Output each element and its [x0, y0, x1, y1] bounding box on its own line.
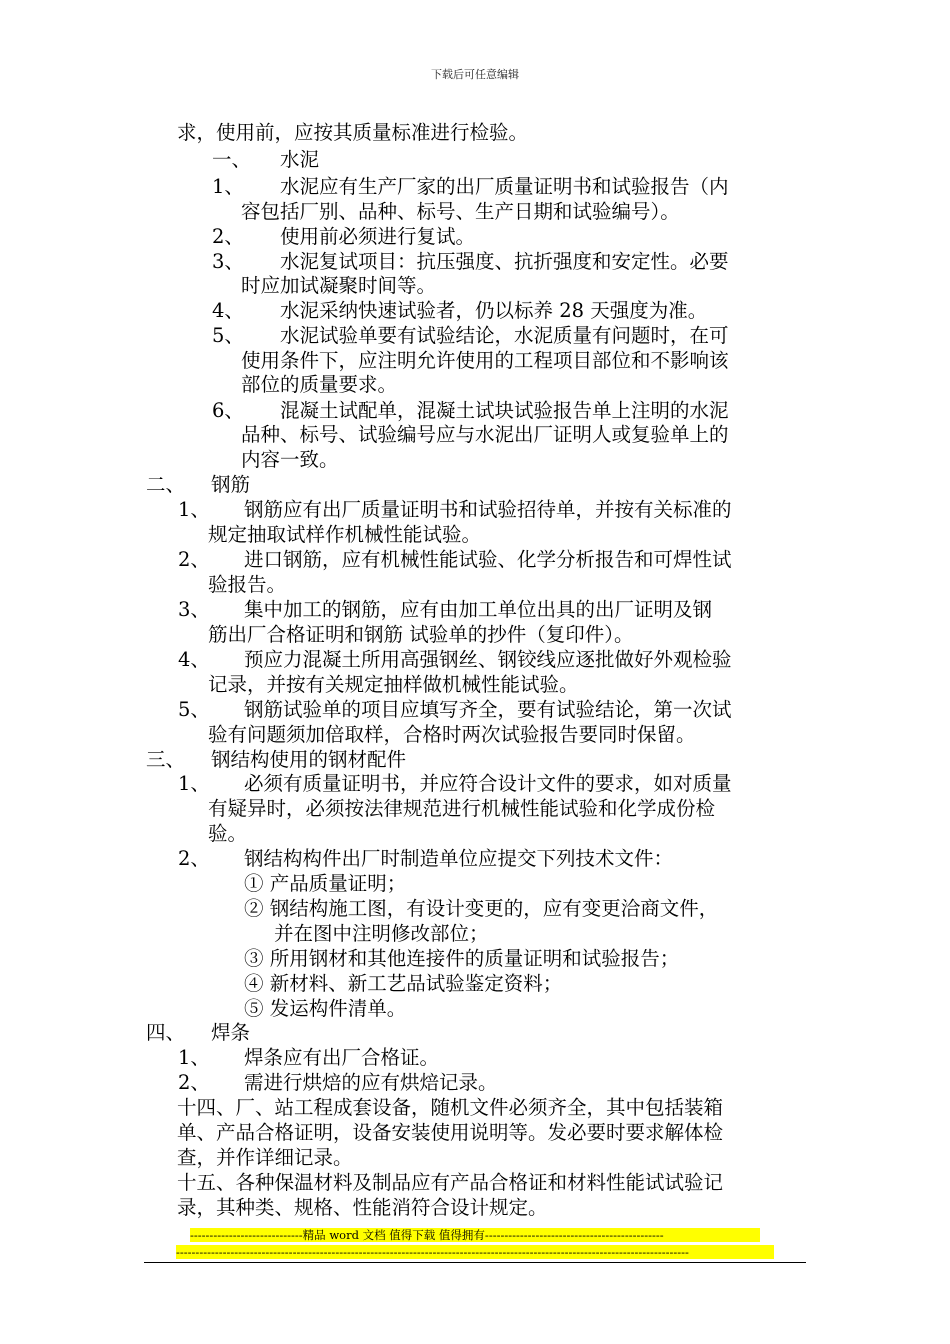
s3-sub-2-cont: 并在图中注明修改部位；	[274, 922, 489, 945]
footer-banner: -----------------------------精品 word 文档 值得下载 值得拥有----------------------------------------------	[190, 1228, 760, 1242]
s1-item-1-number: 1、	[212, 175, 244, 198]
s3-item-2-number: 2、	[178, 847, 210, 870]
section-3-number: 三、	[146, 748, 186, 771]
s1-item-3-number: 3、	[212, 250, 244, 273]
s1-item-5-number: 5、	[212, 324, 244, 347]
para-14-line-2: 单、产品合格证明，设备安装使用说明等。发必要时要求解体检	[177, 1121, 724, 1144]
s3-item-2-text: 钢结构构件出厂时制造单位应提交下列技术文件：	[244, 847, 674, 870]
s3-item-1-text: 必须有质量证明书，并应符合设计文件的要求，如对质量	[244, 772, 732, 795]
page-header: 下载后可任意编辑	[431, 68, 519, 81]
section-1-title: 水泥	[280, 148, 320, 171]
para-15-line-1: 十五、各种保温材料及制品应有产品合格证和材料性能试试验记	[177, 1171, 724, 1194]
s1-item-6-text-cont: 品种、标号、试验编号应与水泥出厂证明人或复验单上的	[241, 423, 729, 446]
s1-item-3-text-cont: 时应加试凝聚时间等。	[241, 274, 437, 297]
s1-item-4-text: 水泥采纳快速试验者，仍以标养 28 天强度为准。	[280, 299, 708, 322]
s2-item-1-number: 1、	[178, 498, 210, 521]
section-2-number: 二、	[146, 473, 186, 496]
s4-item-2-text: 需进行烘焙的应有烘焙记录。	[244, 1071, 498, 1094]
s4-item-1-text: 焊条应有出厂合格证。	[244, 1046, 440, 1069]
section-4-number: 四、	[146, 1021, 186, 1044]
s1-item-4-number: 4、	[212, 299, 244, 322]
s3-sub-4: ④ 新材料、新工艺品试验鉴定资料；	[244, 972, 563, 995]
footer-rule	[144, 1262, 806, 1263]
s2-item-1-text: 钢筋应有出厂质量证明书和试验招待单，并按有关标准的	[244, 498, 732, 521]
section-3-title: 钢结构使用的钢材配件	[211, 748, 407, 771]
s1-item-2-number: 2、	[212, 225, 244, 248]
s4-item-1-number: 1、	[178, 1046, 210, 1069]
s1-item-5-text-cont2: 部位的质量要求。	[241, 373, 398, 396]
s2-item-1-text-cont: 规定抽取试样作机械性能试验。	[208, 523, 482, 546]
s3-item-1-text-cont: 有疑异时，必须按法律规范进行机械性能试验和化学成份检	[208, 797, 716, 820]
para-15-line-2: 录，其种类、规格、性能消符合设计规定。	[177, 1196, 548, 1219]
s2-item-2-text: 进口钢筋，应有机械性能试验、化学分析报告和可焊性试	[244, 548, 732, 571]
s2-item-3-number: 3、	[178, 598, 210, 621]
s1-item-5-text: 水泥试验单要有试验结论，水泥质量有问题时，在可	[280, 324, 729, 347]
intro-text: 求，使用前，应按其质量标准进行检验。	[177, 121, 529, 144]
s2-item-5-text-cont: 验有问题须加倍取样，合格时两次试验报告要同时保留。	[208, 723, 696, 746]
s1-item-1-text-cont: 容包括厂别、品种、标号、生产日期和试验编号）。	[241, 200, 680, 223]
para-14-line-3: 查，并作详细记录。	[177, 1146, 353, 1169]
footer-dash-line: ------------------------------------------------------------------------------------------------------------------------------------	[176, 1245, 774, 1259]
s3-item-1-number: 1、	[178, 772, 210, 795]
section-4-title: 焊条	[211, 1021, 251, 1044]
s1-item-6-text-cont2: 内容一致。	[241, 448, 339, 471]
s1-item-6-number: 6、	[212, 399, 244, 422]
s2-item-5-text: 钢筋试验单的项目应填写齐全，要有试验结论，第一次试	[244, 698, 732, 721]
s2-item-2-number: 2、	[178, 548, 210, 571]
s1-item-3-text: 水泥复试项目：抗压强度、抗折强度和安定性。必要	[280, 250, 729, 273]
s3-sub-1: ① 产品质量证明；	[244, 872, 407, 895]
s2-item-3-text: 集中加工的钢筋，应有由加工单位出具的出厂证明及钢	[244, 598, 713, 621]
s2-item-2-text-cont: 验报告。	[208, 573, 287, 596]
s1-item-6-text: 混凝土试配单，混凝土试块试验报告单上注明的水泥	[280, 399, 729, 422]
s2-item-3-text-cont: 筋出厂合格证明和钢筋 试验单的抄件（复印件）。	[208, 623, 634, 646]
s1-item-1-text: 水泥应有生产厂家的出厂质量证明书和试验报告（内	[280, 175, 729, 198]
section-2-title: 钢筋	[211, 473, 251, 496]
section-1-number: 一、	[212, 148, 252, 171]
s1-item-2-text: 使用前必须进行复试。	[280, 225, 476, 248]
s3-sub-5: ⑤ 发运构件清单。	[244, 997, 407, 1020]
para-14-line-1: 十四、厂、站工程成套设备，随机文件必须齐全，其中包括装箱	[177, 1096, 724, 1119]
s2-item-4-text-cont: 记录，并按有关规定抽样做机械性能试验。	[208, 673, 579, 696]
s2-item-4-number: 4、	[178, 648, 210, 671]
s1-item-5-text-cont: 使用条件下，应注明允许使用的工程项目部位和不影响该	[241, 349, 729, 372]
s2-item-5-number: 5、	[178, 698, 210, 721]
s3-item-1-text-cont2: 验。	[208, 822, 248, 845]
s3-sub-3: ③ 所用钢材和其他连接件的质量证明和试验报告；	[244, 947, 680, 970]
s4-item-2-number: 2、	[178, 1071, 210, 1094]
s2-item-4-text: 预应力混凝土所用高强钢丝、钢铰线应逐批做好外观检验	[244, 648, 732, 671]
s3-sub-2: ② 钢结构施工图，有设计变更的，应有变更洽商文件，	[244, 897, 719, 920]
